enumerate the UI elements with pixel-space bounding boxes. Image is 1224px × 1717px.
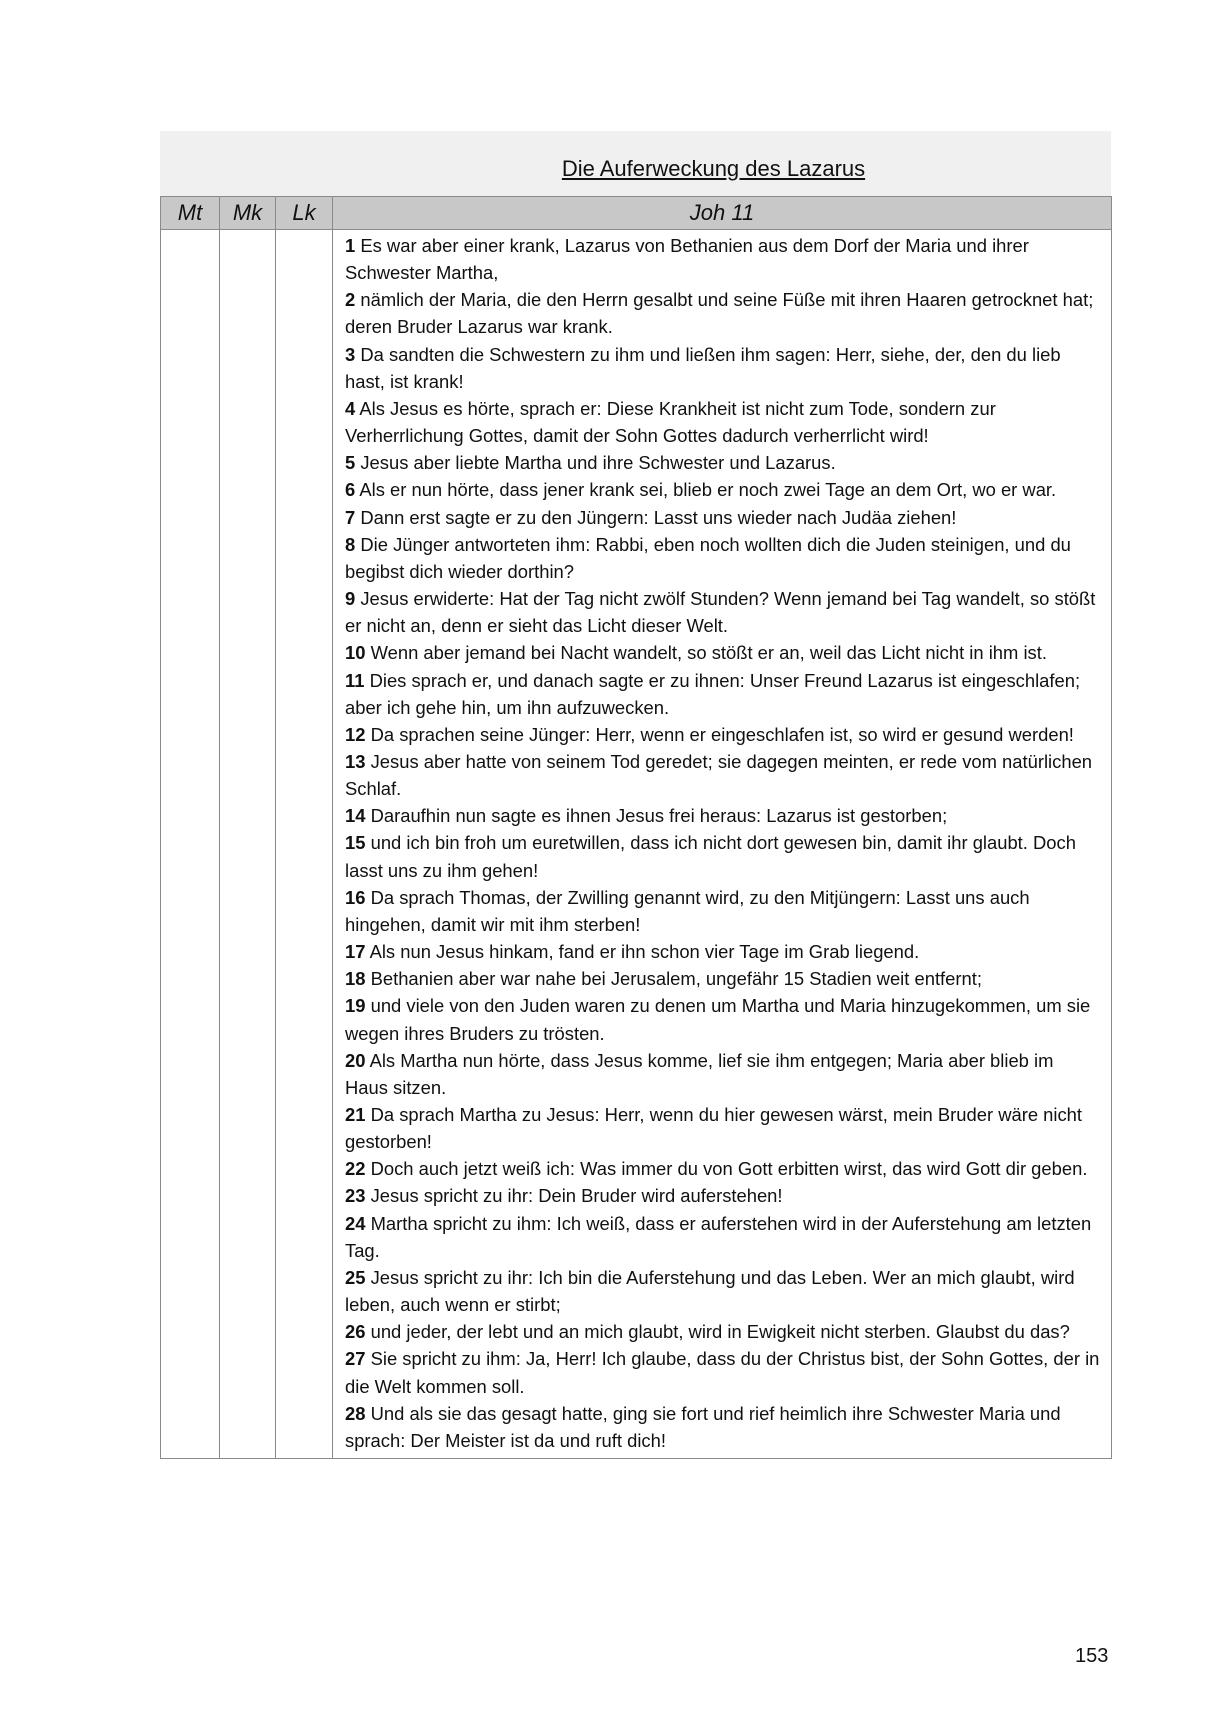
- synopsis-table: [160, 196, 1112, 1459]
- section-title: Die Auferweckung des Lazarus: [561, 156, 866, 181]
- verse: [345, 721, 1101, 748]
- verse: [345, 829, 1101, 883]
- column-mt: [161, 230, 220, 1459]
- column-header-mt: Mt: [161, 197, 220, 230]
- verse: [345, 1210, 1101, 1264]
- verse-text: Jesus spricht zu ihr: Ich bin die Auferstehung und das Leben. Wer an mich glaubt, wird leben, auch wenn er stirbt;: [345, 1266, 1075, 1316]
- verse-number: 24: [345, 1212, 366, 1234]
- verse-text: Als er nun hörte, dass jener krank sei, blieb er noch zwei Tage an dem Ort, wo er war.: [359, 479, 1057, 501]
- verse-text: und viele von den Juden waren zu denen um Martha und Maria hinzugekommen, um sie wegen ihres Bruders zu trösten.: [345, 995, 1091, 1044]
- title-band: [160, 131, 1111, 196]
- verse-number: 9: [345, 588, 356, 610]
- verse-number: 17: [345, 941, 366, 963]
- verse-text: Jesus aber liebte Martha und ihre Schwester und Lazarus.: [360, 452, 836, 474]
- verse-text: Als Jesus es hörte, sprach er: Diese Krankheit ist nicht zum Tode, sondern zur Verherrlichung Gottes, damit der Sohn Gottes dadurch verherrlicht wird!: [345, 397, 996, 447]
- verse: [345, 992, 1101, 1046]
- verse-number: 22: [345, 1158, 366, 1180]
- verse-number: 4: [345, 397, 356, 419]
- verse: [345, 1345, 1101, 1399]
- verse-number: 28: [345, 1402, 366, 1424]
- synopsis-sheet: [160, 131, 1111, 1459]
- verse-number: 18: [345, 968, 366, 990]
- verse-text: und jeder, der lebt und an mich glaubt, wird in Ewigkeit nicht sterben. Glaubst du das?: [370, 1321, 1070, 1343]
- verse-text: Dann erst sagte er zu den Jüngern: Lasst uns wieder nach Judäa ziehen!: [360, 506, 957, 528]
- verse-text: Da sprach Martha zu Jesus: Herr, wenn du hier gewesen wärst, mein Bruder wäre nicht gestorben!: [345, 1104, 1083, 1153]
- verse: [345, 286, 1101, 340]
- verse-number: 2: [345, 289, 356, 311]
- verse-number: 20: [345, 1049, 366, 1071]
- verse: [345, 232, 1101, 286]
- verse-text: Da sandten die Schwestern zu ihm und ließen ihm sagen: Herr, siehe, der, den du lieb hast, ist krank!: [345, 343, 1061, 392]
- verse-text: Es war aber einer krank, Lazarus von Bethanien aus dem Dorf der Maria und ihrer Schwester Martha,: [345, 235, 1029, 284]
- verse: [345, 585, 1101, 639]
- verse-number: 19: [345, 995, 366, 1017]
- verse-text: Die Jünger antworteten ihm: Rabbi, eben noch wollten dich die Juden steinigen, und du begibst dich wieder dorthin?: [345, 533, 1071, 582]
- header-row: [161, 197, 1112, 230]
- verse: [345, 504, 1101, 531]
- verse-text: nämlich der Maria, die den Herrn gesalbt und seine Füße mit ihren Haaren getrocknet hat; deren Bruder Lazarus war krank.: [345, 289, 1094, 338]
- verse-text: Daraufhin nun sagte es ihnen Jesus frei heraus: Lazarus ist gestorben;: [370, 805, 948, 827]
- verse-number: 21: [345, 1104, 366, 1125]
- verse-text: Sie spricht zu ihm: Ja, Herr! Ich glaube, dass du der Christus bist, der Sohn Gottes, der in die Welt kommen soll.: [345, 1348, 1100, 1397]
- verse-number: 10: [345, 642, 366, 664]
- column-joh: [333, 230, 1112, 1459]
- verse-number: 1: [345, 235, 356, 256]
- verse-number: 14: [345, 805, 366, 827]
- verse-number: 15: [345, 832, 366, 854]
- verse-number: 6: [345, 479, 356, 501]
- verse-text: Jesus erwiderte: Hat der Tag nicht zwölf Stunden? Wenn jemand bei Tag wandelt, so stößt er nicht an, denn er sieht das Licht dieser Welt.: [345, 588, 1096, 637]
- content-row: [161, 230, 1112, 1459]
- verse: [345, 1155, 1101, 1182]
- verse: [345, 476, 1101, 503]
- verse-number: 7: [345, 506, 356, 528]
- verse-text: und ich bin froh um euretwillen, dass ich nicht dort gewesen bin, damit ihr glaubt. Doch lasst uns zu ihm gehen!: [345, 832, 1076, 881]
- verse: [345, 1318, 1101, 1345]
- verse-text: Doch auch jetzt weiß ich: Was immer du von Gott erbitten wirst, das wird Gott dir geben.: [370, 1158, 1088, 1180]
- verse: [345, 802, 1101, 829]
- verse-number: 12: [345, 723, 366, 745]
- column-header-mk: Mk: [220, 197, 276, 230]
- verse-text: Wenn aber jemand bei Nacht wandelt, so stößt er an, weil das Licht nicht in ihm ist.: [370, 642, 1047, 664]
- verse-number: 16: [345, 886, 366, 908]
- verse: [345, 449, 1101, 476]
- verse-text: Jesus aber hatte von seinem Tod geredet; sie dagegen meinten, er rede vom natürlichen Schlaf.: [345, 750, 1093, 800]
- verse-number: 3: [345, 343, 356, 365]
- verse-number: 8: [345, 533, 356, 555]
- verse-text: Martha spricht zu ihm: Ich weiß, dass er auferstehen wird in der Auferstehung am letzten Tag.: [345, 1212, 1092, 1261]
- verse-number: 13: [345, 750, 366, 772]
- verse: [345, 1400, 1101, 1454]
- verse: [345, 1101, 1101, 1155]
- verse: [345, 1047, 1101, 1101]
- verse: [345, 748, 1101, 802]
- column-header-lk: Lk: [276, 197, 333, 230]
- column-lk: [276, 230, 333, 1459]
- verse: [345, 1264, 1101, 1318]
- column-mk: [220, 230, 276, 1459]
- verse: [345, 667, 1101, 721]
- verse: [345, 395, 1101, 449]
- verse: [345, 938, 1101, 965]
- verse-number: 27: [345, 1348, 366, 1370]
- page-number: 153: [1075, 1645, 1109, 1667]
- verse: [345, 639, 1101, 666]
- verse-text: Und als sie das gesagt hatte, ging sie fort und rief heimlich ihre Schwester Maria und sprach: Der Meister ist da und ruft dich!: [345, 1402, 1061, 1451]
- verse-text: Da sprachen seine Jünger: Herr, wenn er eingeschlafen ist, so wird er gesund werden!: [370, 723, 1074, 745]
- verse-text: Da sprach Thomas, der Zwilling genannt wird, zu den Mitjüngern: Lasst uns auch hingehen, damit wir mit ihm sterben!: [345, 886, 1030, 935]
- verse-number: 26: [345, 1321, 366, 1343]
- verse: [345, 531, 1101, 585]
- verse-text: Jesus spricht zu ihr: Dein Bruder wird auferstehen!: [370, 1185, 783, 1207]
- verse: [345, 884, 1101, 938]
- verse-number: 25: [345, 1266, 366, 1288]
- verse-number: 5: [345, 452, 356, 474]
- verse-text: Als Martha nun hörte, dass Jesus komme, lief sie ihm entgegen; Maria aber blieb im Haus sitzen.: [345, 1049, 1054, 1098]
- verse: [345, 341, 1101, 395]
- verse: [345, 1182, 1101, 1209]
- verse-number: 11: [345, 669, 365, 691]
- verse-text: Bethanien aber war nahe bei Jerusalem, ungefähr 15 Stadien weit entfernt;: [370, 968, 982, 990]
- verse-text: Dies sprach er, und danach sagte er zu ihnen: Unser Freund Lazarus ist eingeschlafen; aber ich gehe hin, um ihn aufzuwecken.: [345, 669, 1081, 718]
- verse-number: 23: [345, 1185, 366, 1207]
- verse: [345, 965, 1101, 992]
- column-header-joh: Joh 11: [333, 197, 1112, 230]
- verse-text: Als nun Jesus hinkam, fand er ihn schon vier Tage im Grab liegend.: [369, 941, 920, 963]
